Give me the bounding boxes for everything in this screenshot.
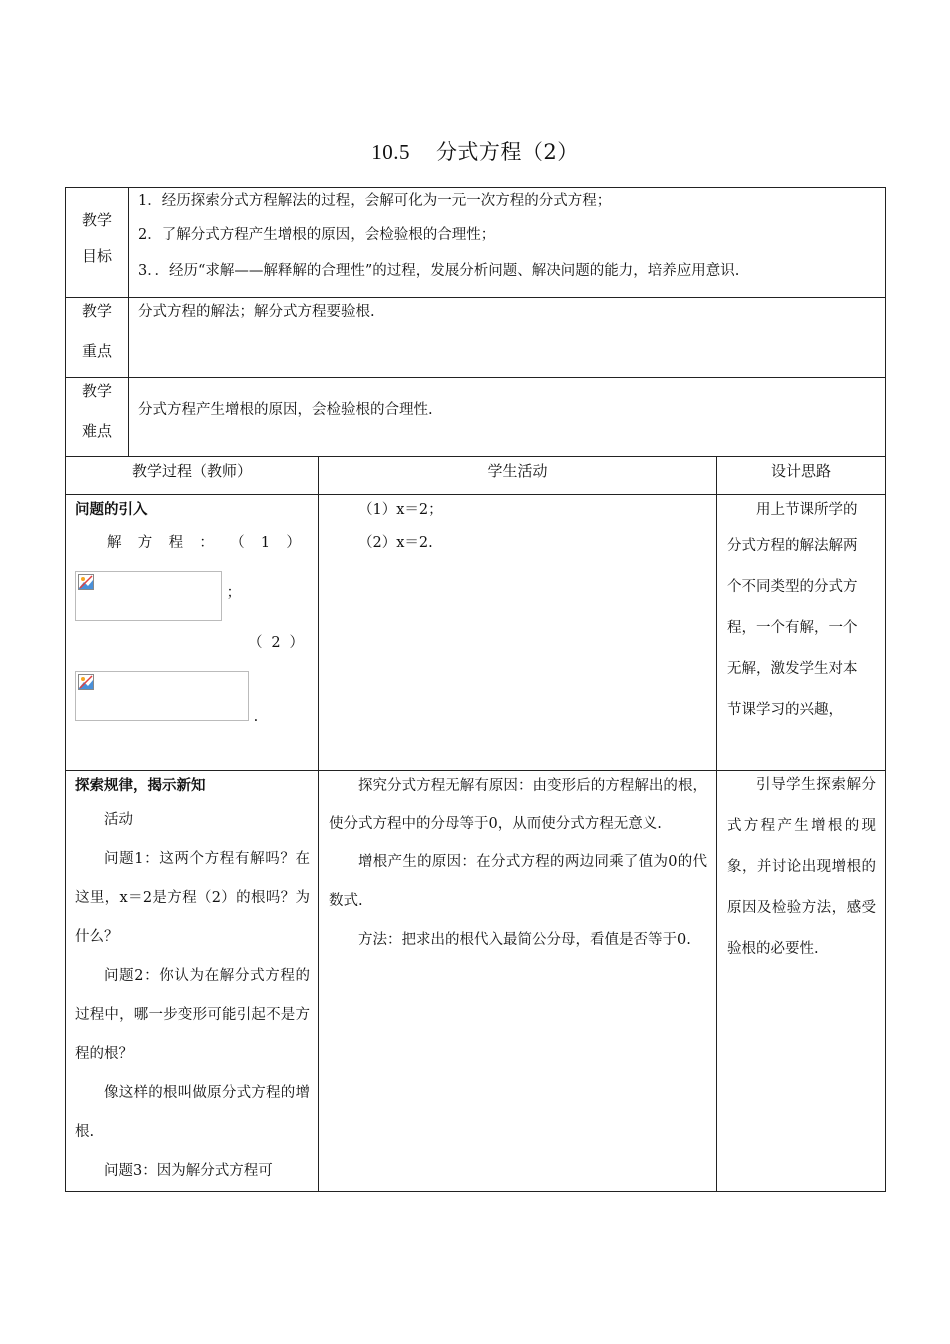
explore-paragraph: 问题3：因为解分式方程可 bbox=[104, 1163, 273, 1179]
objective-item: 3．．经历“求解——解释解的合理性”的过程，发展分析问题、解决问题的能力，培养应用意识. bbox=[138, 263, 740, 279]
explore-student-cell bbox=[319, 771, 717, 1192]
char: 方 bbox=[137, 535, 153, 551]
equation-2-label-text bbox=[248, 625, 304, 661]
page-title bbox=[0, 136, 950, 166]
char: 解 bbox=[107, 535, 122, 551]
char: ） bbox=[286, 535, 301, 551]
equation-1-row bbox=[75, 571, 310, 621]
label-line: 教学 bbox=[81, 211, 112, 229]
keypoint-content bbox=[129, 298, 886, 378]
difficulty-label bbox=[66, 378, 129, 457]
intro-row bbox=[66, 495, 886, 771]
explore-heading: 探索规律，揭示新知 bbox=[75, 777, 206, 794]
student-answer-2: （2）x＝2. bbox=[358, 535, 433, 551]
equation-1-image bbox=[75, 571, 222, 621]
difficulty-text: 分式方程产生增根的原因，会检验根的合理性. bbox=[138, 402, 433, 418]
equation-2-image bbox=[75, 671, 249, 721]
section-number: 10.5 bbox=[371, 140, 410, 164]
explore-row bbox=[66, 771, 886, 1192]
design-line: 程，一个有解，一个 bbox=[727, 620, 858, 636]
objective-item: 1．经历探索分式方程解法的过程，会解可化为一元一次方程的分式方程； bbox=[138, 193, 612, 209]
broken-image-icon bbox=[78, 674, 94, 690]
explore-design-cell bbox=[717, 771, 886, 1192]
label-line: 目标 bbox=[81, 247, 112, 265]
char: ） bbox=[289, 635, 304, 651]
objectives-content bbox=[129, 188, 886, 298]
explore-paragraph: 问题1：这两个方程有解吗？在这里，x＝2是方程（2）的根吗？为什么？ bbox=[75, 851, 310, 945]
student-paragraph: 增根产生的原因：在分式方程的两边同乘了值为0的代数式. bbox=[329, 854, 707, 909]
intro-teacher-cell bbox=[66, 495, 319, 771]
difficulty-content bbox=[129, 378, 886, 457]
teacher-column-header: 教学过程（教师） bbox=[66, 457, 319, 495]
keypoint-label bbox=[66, 298, 129, 378]
char: 程 bbox=[168, 535, 184, 551]
explore-paragraph: 活动 bbox=[104, 812, 133, 828]
intro-heading: 问题的引入 bbox=[75, 501, 148, 518]
char: （ bbox=[248, 635, 263, 651]
column-header-row bbox=[66, 457, 886, 495]
equation-2-row bbox=[75, 671, 310, 725]
char: （ bbox=[230, 535, 245, 551]
label-line: 难点 bbox=[81, 422, 112, 440]
design-line: 用上节课所学的 bbox=[756, 502, 858, 518]
char: ： bbox=[199, 535, 214, 551]
lesson-plan-table bbox=[65, 187, 886, 1192]
design-line: 分式方程的解法解两 bbox=[727, 538, 858, 554]
solve-label bbox=[75, 525, 310, 561]
student-paragraph: 探究分式方程无解有原因：由变形后的方程解出的根，使分式方程中的分母等于0，从而使分式方程无意义. bbox=[329, 778, 707, 832]
design-line: 节课学习的兴趣， bbox=[727, 702, 843, 718]
label-line: 重点 bbox=[81, 342, 112, 360]
objectives-label bbox=[66, 188, 129, 298]
design-paragraph: 引导学生探索解分式方程产生增根的现象，并讨论出现增根的原因及检验方法，感受验根的必要性. bbox=[727, 777, 877, 957]
difficulty-row bbox=[66, 378, 886, 457]
label-line: 教学 bbox=[81, 302, 112, 320]
student-paragraph: 方法：把求出的根代入最简公分母，看值是否等于0. bbox=[358, 932, 691, 948]
keypoint-text: 分式方程的解法；解分式方程要验根. bbox=[138, 304, 375, 320]
design-line: 个不同类型的分式方 bbox=[727, 579, 858, 595]
equation-2-label bbox=[75, 625, 310, 661]
solve-label-text bbox=[107, 525, 301, 561]
label-line: 教学 bbox=[81, 382, 112, 400]
equation-1-punct: ； bbox=[226, 585, 242, 601]
objective-item: 2．了解分式方程产生增根的原因，会检验根的合理性； bbox=[138, 227, 496, 243]
intro-student-cell bbox=[319, 495, 717, 771]
design-column-header: 设计思路 bbox=[717, 457, 886, 495]
design-line: 无解，激发学生对本 bbox=[727, 661, 858, 677]
char: 1 bbox=[260, 535, 271, 551]
explore-paragraph: 像这样的根叫做原分式方程的增根. bbox=[75, 1085, 310, 1140]
intro-design-cell bbox=[717, 495, 886, 771]
broken-image-icon bbox=[78, 574, 94, 590]
student-column-header: 学生活动 bbox=[319, 457, 717, 495]
keypoint-row bbox=[66, 298, 886, 378]
explore-paragraph: 问题2：你认为在解分式方程的过程中，哪一步变形可能引起不是方程的根？ bbox=[75, 968, 310, 1062]
section-title: 分式方程（2） bbox=[435, 140, 579, 164]
student-answer-1: （1）x＝2； bbox=[358, 502, 443, 518]
objectives-row bbox=[66, 188, 886, 298]
char: 2 bbox=[271, 635, 281, 651]
explore-teacher-cell bbox=[66, 771, 319, 1192]
equation-2-punct: . bbox=[253, 709, 259, 725]
